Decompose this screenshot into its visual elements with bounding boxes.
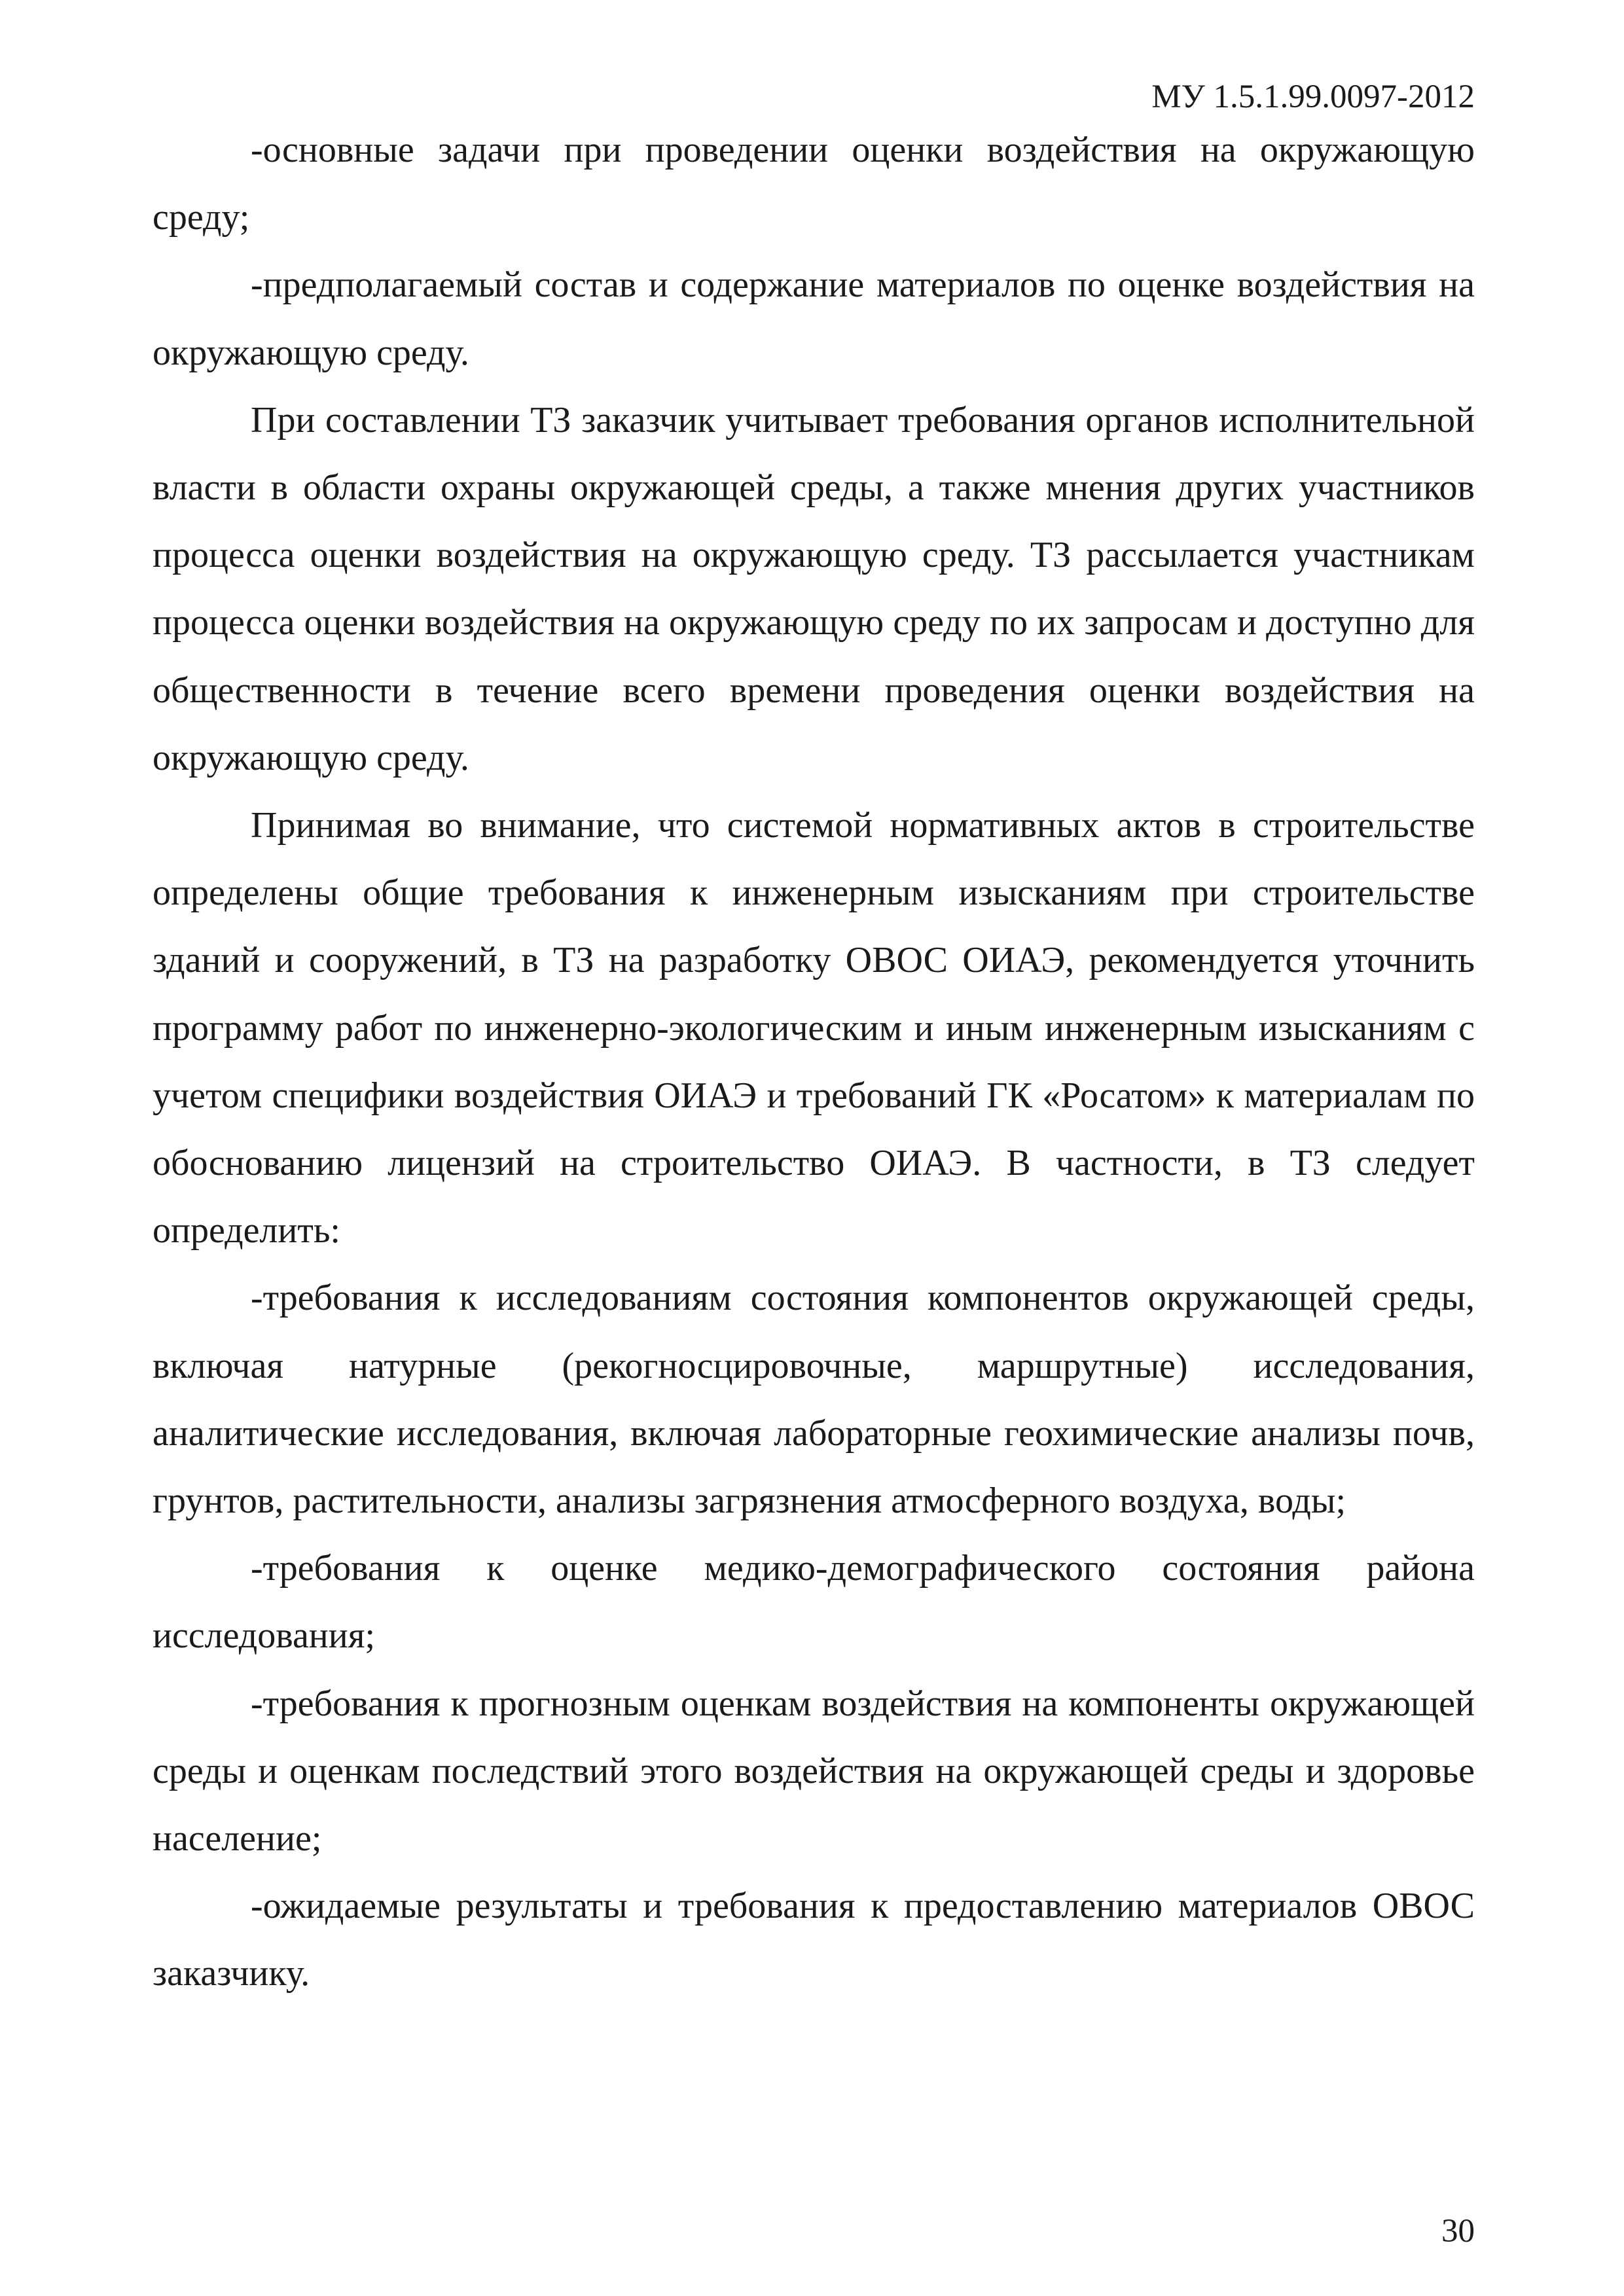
- document-code: МУ 1.5.1.99.0097-2012: [1151, 79, 1475, 115]
- paragraph-3: При составлении ТЗ заказчик учитывает требования органов исполнительной власти в области охраны окружающей среды, а также мнения других участников процесса оценки воздействия на окружающую среду. ТЗ рассылается участникам процесса оценки воздействия на окружающую среду по их запросам и доступно для общественности в течение всего времени проведения оценки воздействия на окружающую среду.: [153, 399, 1475, 778]
- page-number: 30: [1441, 2213, 1475, 2250]
- paragraph-4: Принимая во внимание, что системой нормативных актов в строительстве определены общие требования к инженерным изысканиям при строительстве зданий и сооружений, в ТЗ на разработку ОВОС ОИАЭ, рекомендуется уточнить программу работ по инженерно-экологическим и иным инженерным изысканиям с учетом специфики воздействия ОИАЭ и требований ГК «Росатом» к материалам по обоснованию лицензий на строительство ОИАЭ. В частности, в ТЗ следует определить:: [153, 805, 1475, 1251]
- paragraph-8: -ожидаемые результаты и требования к предоставлению материалов ОВОС заказчику.: [153, 1886, 1475, 1994]
- paragraph-5: -требования к исследованиям состояния компонентов окружающей среды, включая натурные (рекогносцировочные, маршрутные) исследования, аналитические исследования, включая лабораторные геохимические анализы почв, грунтов, растительности, анализы загрязнения атмосферного воздуха, воды;: [153, 1278, 1475, 1522]
- paragraph-1: -основные задачи при проведении оценки воздействия на окружающую среду;: [153, 130, 1475, 238]
- paragraph-7: -требования к прогнозным оценкам воздействия на компоненты окружающей среды и оценкам последствий этого воздействия на окружающей среды и здоровье население;: [153, 1683, 1475, 1859]
- paragraph-2: -предполагаемый состав и содержание материалов по оценке воздействия на окружающую среду.: [153, 264, 1475, 373]
- paragraph-6: -требования к оценке медико-демографического состояния района исследования;: [153, 1548, 1475, 1657]
- document-body: [153, 117, 1475, 2008]
